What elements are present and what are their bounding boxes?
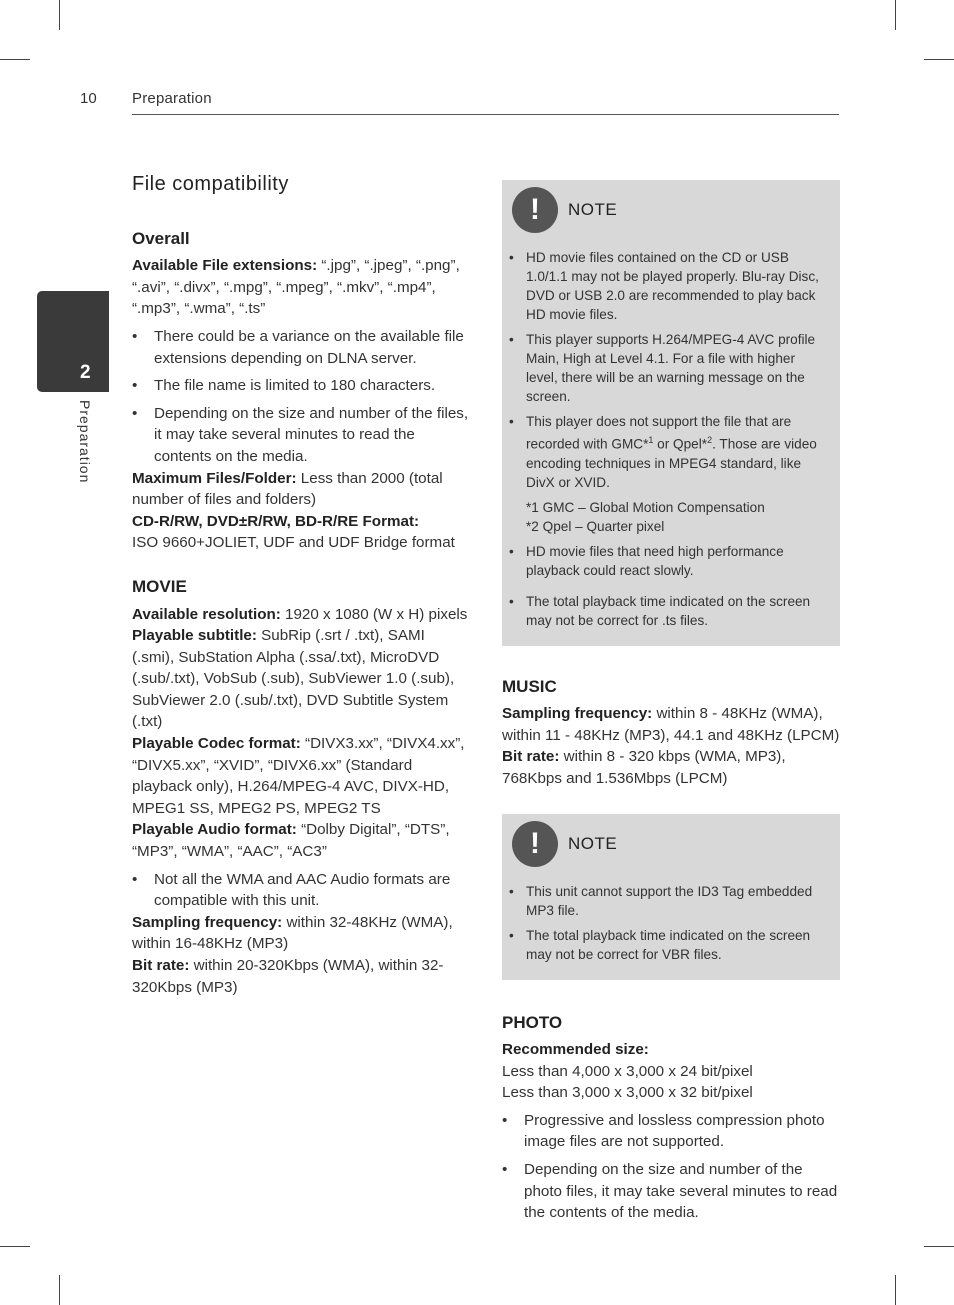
- movie-sampling: Sampling frequency: within 32-48KHz (WMA), within 16-48KHz (MP3): [132, 913, 453, 953]
- movie-bullets: [132, 869, 470, 912]
- crop-mark: [895, 0, 896, 30]
- note-title: NOTE: [568, 833, 618, 853]
- movie-bitrate: Bit rate: within 20-320Kbps (WMA), within 32-320Kbps (MP3): [132, 957, 444, 996]
- music-sampling: Sampling frequency: within 8 - 48KHz (WMA), within 11 - 48KHz (MP3), 44.1 and 48KHz (LPCM): [502, 705, 840, 744]
- list-item: • Depending on the size and number of the files, it may take several minutes to read the contents on the media.: [132, 403, 470, 468]
- photo-size-line: Less than 4,000 x 3,000 x 24 bit/pixel: [502, 1062, 753, 1080]
- list-item: • This player does not support the file that are recorded with GMC*$^1$ or Qpel*$^2$. Those are video encoding techniques in MPEG4 standard, like DivX or XVID. *1 GMC – Global Motion Compensation *2 Qpel – Quarter pixel: [508, 412, 830, 536]
- movie-subtitle: Playable subtitle: SubRip (.srt / .txt), SAMI (.smi), SubStation Alpha (.ssa/.txt), MicroDVD (.sub/.txt), VobSub (.sub), SubViewer 1.0 (.sub), SubViewer 2.0 (.sub/.txt), DVD Subtitle System (.txt): [132, 627, 455, 731]
- list-item: • The total playback time indicated on the screen may not be correct for .ts files.: [508, 592, 830, 630]
- chapter-tab: [37, 291, 109, 392]
- crop-mark: [924, 1246, 954, 1247]
- photo-heading: PHOTO: [502, 1012, 563, 1032]
- note-header: [512, 186, 830, 234]
- note-header: [512, 820, 830, 868]
- list-item: • This player supports H.264/MPEG-4 AVC profile Main, High at Level 4.1. For a file with higher level, there will be an warning message on the screen.: [508, 330, 830, 406]
- photo-bullets: [502, 1110, 840, 1224]
- chapter-number: 2: [80, 362, 91, 383]
- right-column: [502, 180, 840, 1230]
- note-box-movie: [502, 180, 840, 646]
- note-list: [508, 882, 830, 964]
- note-box-music: [502, 814, 840, 980]
- list-item: • The total playback time indicated on the screen may not be correct for VBR files.: [508, 926, 830, 964]
- crop-mark: [0, 59, 30, 60]
- crop-mark: [59, 1275, 60, 1305]
- max-files: Maximum Files/Folder: Less than 2000 (total number of files and folders): [132, 469, 443, 509]
- page-number: 10: [80, 90, 97, 107]
- disc-format-value: ISO 9660+JOLIET, UDF and UDF Bridge format: [132, 534, 455, 552]
- overall-bullets: [132, 326, 470, 468]
- footnote: *1 GMC – Global Motion Compensation: [526, 499, 765, 515]
- disc-format-label: CD-R/RW, DVD±R/RW, BD-R/RE Format:: [132, 512, 420, 530]
- movie-resolution: Available resolution: 1920 x 1080 (W x H) pixels: [132, 605, 468, 623]
- crop-mark: [924, 59, 954, 60]
- file-extensions: Available File extensions: “.jpg”, “.jpeg”, “.png”, “.avi”, “.divx”, “.mpg”, “.mpeg”, “.mkv”, “.mp4”, “.mp3”, “.wma”, “.ts”: [132, 257, 460, 318]
- crop-mark: [0, 1246, 30, 1247]
- footnote: *2 Qpel – Quarter pixel: [526, 518, 665, 534]
- page-title: File compatibility: [132, 173, 289, 195]
- overall-heading: Overall: [132, 228, 190, 248]
- list-item: • HD movie files that need high performance playback could react slowly.: [508, 542, 830, 580]
- exclamation-icon: !: [512, 187, 558, 233]
- photo-size-line: Less than 3,000 x 3,000 x 32 bit/pixel: [502, 1084, 753, 1102]
- header-divider: [132, 114, 839, 115]
- list-item: • Progressive and lossless compression photo image files are not supported.: [502, 1110, 840, 1153]
- note-list: [508, 248, 830, 630]
- movie-audio: Playable Audio format: “Dolby Digital”, “DTS”, “MP3”, “WMA”, “AAC”, “AC3”: [132, 821, 450, 861]
- list-item: • This unit cannot support the ID3 Tag embedded MP3 file.: [508, 882, 830, 920]
- list-item: • There could be a variance on the available file extensions depending on DLNA server.: [132, 326, 470, 369]
- photo-size-label: Recommended size:: [502, 1041, 649, 1059]
- list-item: • Not all the WMA and AAC Audio formats are compatible with this unit.: [132, 869, 470, 912]
- note-title: NOTE: [568, 200, 618, 220]
- exclamation-icon: !: [512, 821, 558, 867]
- chapter-label: Preparation: [77, 400, 93, 484]
- header-section-title: Preparation: [132, 90, 212, 107]
- movie-heading: MOVIE: [132, 576, 187, 596]
- music-heading: MUSIC: [502, 676, 557, 696]
- left-column: [132, 174, 470, 998]
- music-bitrate: Bit rate: within 8 - 320 kbps (WMA, MP3), 768Kbps and 1.536Mbps (LPCM): [502, 748, 786, 787]
- list-item: • Depending on the size and number of the photo files, it may take several minutes to read the contents of the media.: [502, 1159, 840, 1224]
- movie-codec: Playable Codec format: “DIVX3.xx”, “DIVX4.xx”, “DIVX5.xx”, “XVID”, “DIVX6.xx” (Standard playback only), H.264/MPEG-4 AVC, DIVX-HD, MPEG1 SS, MPEG2 PS, MPEG2 TS: [132, 735, 465, 817]
- crop-mark: [59, 0, 60, 30]
- list-item: • The file name is limited to 180 characters.: [132, 375, 470, 397]
- crop-mark: [895, 1275, 896, 1305]
- list-item: • HD movie files contained on the CD or USB 1.0/1.1 may not be played properly. Blu-ray Disc, DVD or USB 2.0 are recommended to play back HD movie files.: [508, 248, 830, 324]
